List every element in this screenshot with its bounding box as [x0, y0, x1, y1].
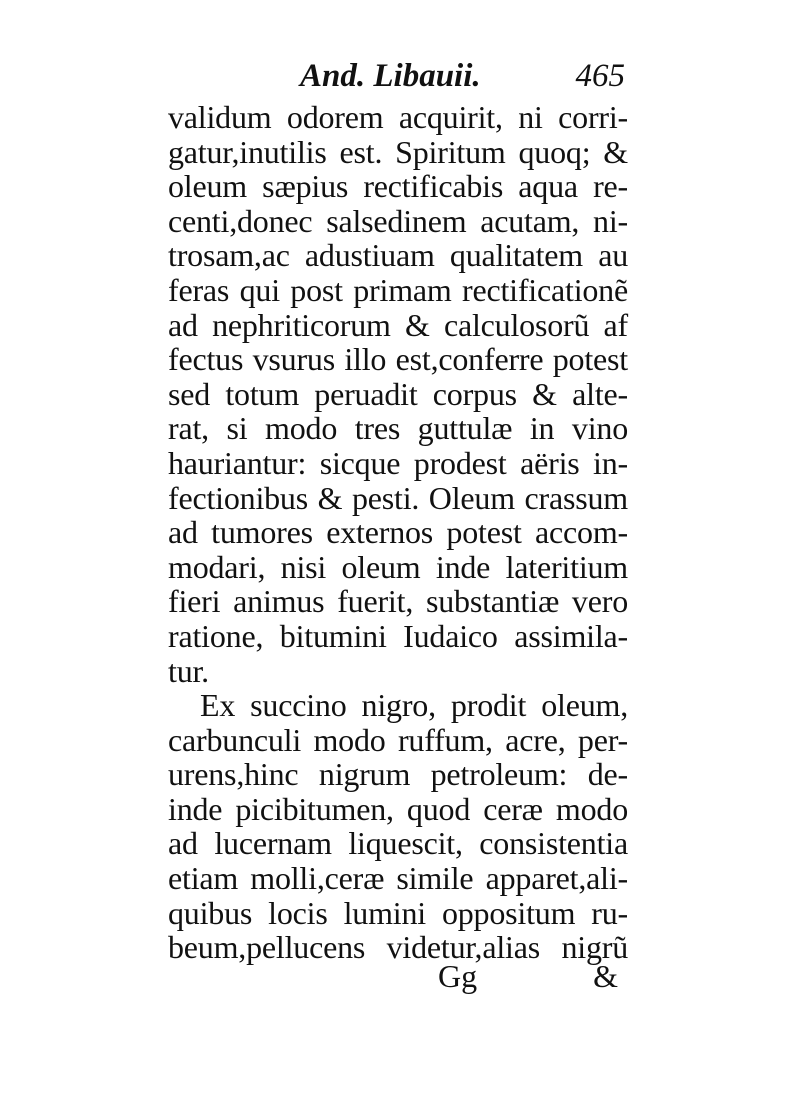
- text-line: ad tumores externos potest accom-: [168, 514, 628, 551]
- paragraph-1: [168, 100, 628, 688]
- text-line: fectionibus & pesti. Oleum crassum: [168, 479, 628, 516]
- text-line: carbunculi modo ruffum, acre, per-: [168, 721, 628, 758]
- text-line: sed totum peruadit corpus & alte-: [168, 375, 628, 412]
- text-line: ad nephriticorum & calculosorũ af: [168, 306, 628, 343]
- text-line: fieri animus fuerit, substantiæ vero: [168, 583, 628, 620]
- signature-mark: Gg: [438, 958, 478, 994]
- text-line: hauriantur: sicque prodest aëris in-: [168, 444, 628, 481]
- catchword: &: [593, 958, 618, 994]
- text-line: beum,pellucens videtur,alias nigrũ: [168, 929, 628, 966]
- text-line: rat, si modo tres guttulæ in vino: [168, 410, 628, 447]
- text-line: ratione, bitumini Iudaico assimila-: [168, 617, 628, 654]
- text-line: ad lucernam liquescit, consistentia: [168, 825, 628, 862]
- text-line: gatur,inutilis est. Spiritum quoq; &: [168, 133, 628, 170]
- text-line: Ex succino nigro, prodit oleum,: [200, 687, 628, 724]
- text-line: quibus locis lumini oppositum ru-: [168, 894, 628, 931]
- text-line: centi,donec salsedinem acutam, ni-: [168, 202, 628, 239]
- text-line: feras qui post primam rectificationẽ: [168, 271, 628, 308]
- paragraph-2: [168, 688, 628, 965]
- body-text: [168, 100, 628, 965]
- text-line: urens,hinc nigrum petroleum: de-: [168, 756, 628, 793]
- text-line: inde picibitumen, quod ceræ modo: [168, 790, 628, 827]
- text-line: validum odorem acquirit, ni corri-: [168, 99, 628, 135]
- text-line: oleum sæpius rectificabis aqua re-: [168, 168, 628, 205]
- page-number: 465: [575, 58, 625, 94]
- text-line: etiam molli,ceræ simile apparet,ali-: [168, 860, 628, 897]
- text-line: tur.: [168, 652, 209, 689]
- running-title: And. Libauii.: [300, 58, 481, 94]
- page-header: [170, 52, 625, 100]
- text-line: trosam,ac adustiuam qualitatem au: [168, 237, 628, 274]
- page-footer: [168, 958, 628, 994]
- text-line: modari, nisi oleum inde lateritium: [168, 548, 628, 585]
- text-line: fectus vsurus illo est,conferre potest: [168, 341, 628, 378]
